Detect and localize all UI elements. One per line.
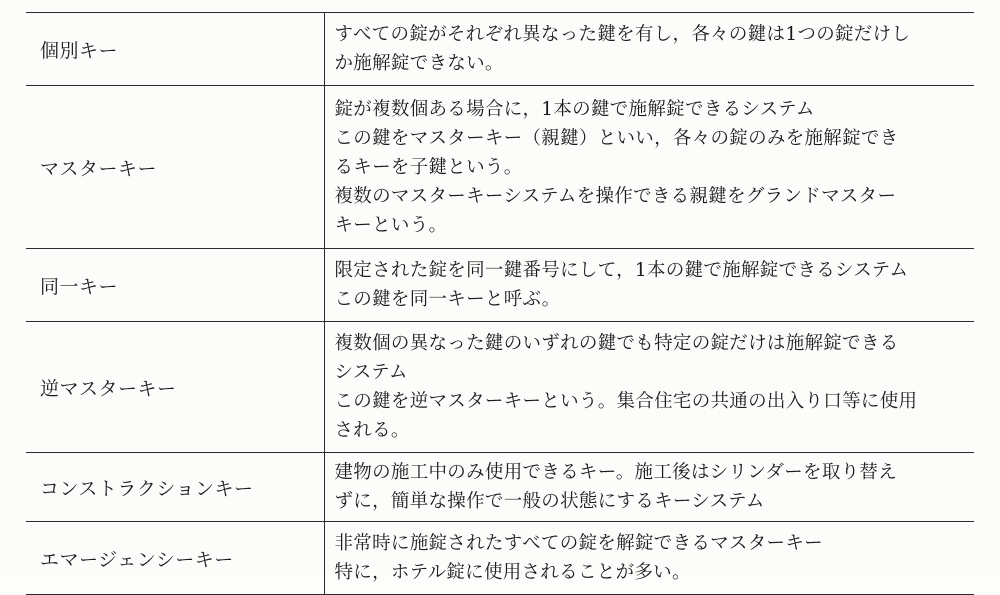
description-line: すべての錠がそれぞれ異なった鍵を有し，各々の鍵は1つの錠だけし xyxy=(334,24,911,45)
table-row xyxy=(26,86,974,249)
description-line: される。 xyxy=(334,420,410,441)
description-line: 複数個の異なった鍵のいずれの鍵でも特定の錠だけは施解錠できる xyxy=(334,333,899,354)
description-cell xyxy=(324,249,974,322)
description-line: 錠が複数個ある場合に，1本の鍵で施解錠できるシステム xyxy=(334,98,815,120)
term-cell: エマージェンシーキー xyxy=(26,522,324,595)
description-line: キーという。 xyxy=(334,214,448,236)
term-cell: 同一キー xyxy=(26,249,324,322)
description-line: 複数のマスターキーシステムを操作できる親鍵をグランドマスター xyxy=(334,185,897,207)
table-row xyxy=(26,13,974,86)
description-line: この鍵を逆マスターキーという。集合住宅の共通の出入り口等に使用 xyxy=(334,391,918,412)
description-line: この鍵をマスターキー（親鍵）といい，各々の錠のみを施解錠でき xyxy=(334,127,899,149)
description-line: るキーを子鍵という。 xyxy=(334,156,523,178)
table-row xyxy=(26,522,974,595)
description-line: システム xyxy=(334,362,408,383)
table-row xyxy=(26,322,974,453)
description-cell xyxy=(324,322,974,453)
term-cell: 個別キー xyxy=(26,13,324,86)
description-line: 限定された錠を同一鍵番号にして，1本の鍵で施解錠できるシステム xyxy=(334,260,909,281)
key-system-table xyxy=(26,12,974,595)
description-cell xyxy=(324,86,974,249)
description-line: 非常時に施錠されたすべての錠を解錠できるマスターキー xyxy=(334,533,823,554)
description-cell xyxy=(324,522,974,595)
description-cell xyxy=(324,453,974,522)
description-line: 特に，ホテル錠に使用されることが多い。 xyxy=(334,562,691,583)
description-line: ずに，簡単な操作で一般の状態にするキーシステム xyxy=(334,491,765,512)
description-line: この鍵を同一キーと呼ぶ。 xyxy=(334,289,561,310)
term-cell: 逆マスターキー xyxy=(26,322,324,453)
description-cell xyxy=(324,13,974,86)
table-row xyxy=(26,249,974,322)
description-line: 建物の施工中のみ使用できるキー。施工後はシリンダーを取り替え xyxy=(334,462,898,483)
description-line: か施解錠できない。 xyxy=(334,53,504,74)
term-cell: マスターキー xyxy=(26,86,324,249)
term-cell: コンストラクションキー xyxy=(26,453,324,522)
table-row xyxy=(26,453,974,522)
